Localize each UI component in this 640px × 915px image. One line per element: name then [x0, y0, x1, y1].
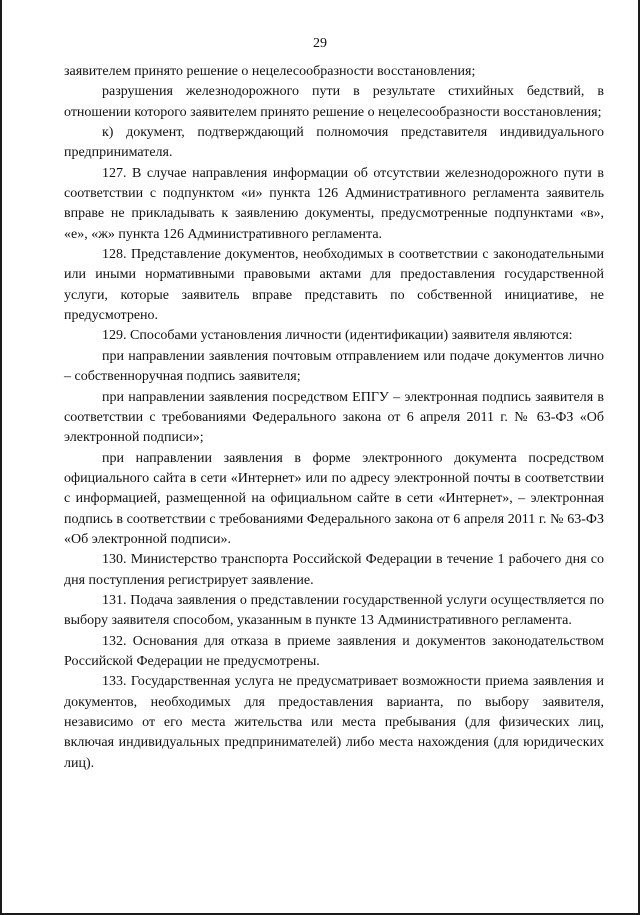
document-body: [64, 62, 604, 774]
paragraph-130: 130. Министерство транспорта Российской Федерации в течение 1 рабочего дня со дня поступления регистрирует заявление.: [64, 552, 604, 588]
paragraph-railway-destruction: разрушения железнодорожного пути в результате стихийных бедствий, в отношении которого заявителем принято решение о нецелесообразности восстановления;: [64, 84, 604, 120]
paragraph-132: 132. Основания для отказа в приеме заявления и документов законодательством Российской Федерации не предусмотрены.: [64, 633, 604, 669]
paragraph-128: 128. Представление документов, необходимых в соответствии с законодательными или иными нормативными правовыми актами для предоставления государственной услуги, которые заявитель вправе представить по собственной инициативе, не предусмотрено.: [64, 247, 604, 324]
paragraph-129-mail: при направлении заявления почтовым отправлением или подаче документов лично – собственноручная подпись заявителя;: [64, 348, 604, 385]
paragraph-129-electronic: при направлении заявления в форме электронного документа посредством официального сайта в сети «Интернет» или по адресу электронной почты в соответствии с информацией, размещенной на официальном сайте в сети «Интернет», – электронная подпись в соответствии с требованиями Федерального закона от 6 апреля 2011 г. № 63-ФЗ «Об электронной подписи».: [64, 450, 604, 547]
paragraph-129: 129. Способами установления личности (идентификации) заявителя являются:: [102, 328, 573, 344]
paragraph-133: 133. Государственная услуга не предусматривает возможности приема заявления и документов, необходимых для предоставления варианта, по выбору заявителя, независимо от его места жительства или места пребывания (для физических лиц, включая индивидуальных предпринимателей) либо места нахождения (для юридических лиц).: [64, 674, 604, 771]
paragraph-item-k: к) документ, подтверждающий полномочия представителя индивидуального предпринимателя.: [64, 125, 604, 161]
paragraph-129-epgu: при направлении заявления посредством ЕПГУ – электронная подпись заявителя в соответствии с требованиями Федерального закона от 6 апреля 2011 г. № 63-ФЗ «Об электронной подписи»;: [64, 389, 604, 446]
paragraph-continuation: заявителем принято решение о нецелесообразности восстановления;: [64, 64, 476, 79]
paragraph-131: 131. Подача заявления о представлении государственной услуги осуществляется по выбору заявителя способом, указанным в пункте 13 Административного регламента.: [64, 592, 604, 629]
paragraph-127: 127. В случае направления информации об отсутствии железнодорожного пути в соответствии с подпунктом «и» пункта 126 Административного регламента заявитель вправе не прикладывать к заявлению документы, предусмотренные подпунктами «в», «е», «ж» пункта 126 Административного регламента.: [64, 165, 604, 242]
page-number: 29: [313, 36, 327, 51]
